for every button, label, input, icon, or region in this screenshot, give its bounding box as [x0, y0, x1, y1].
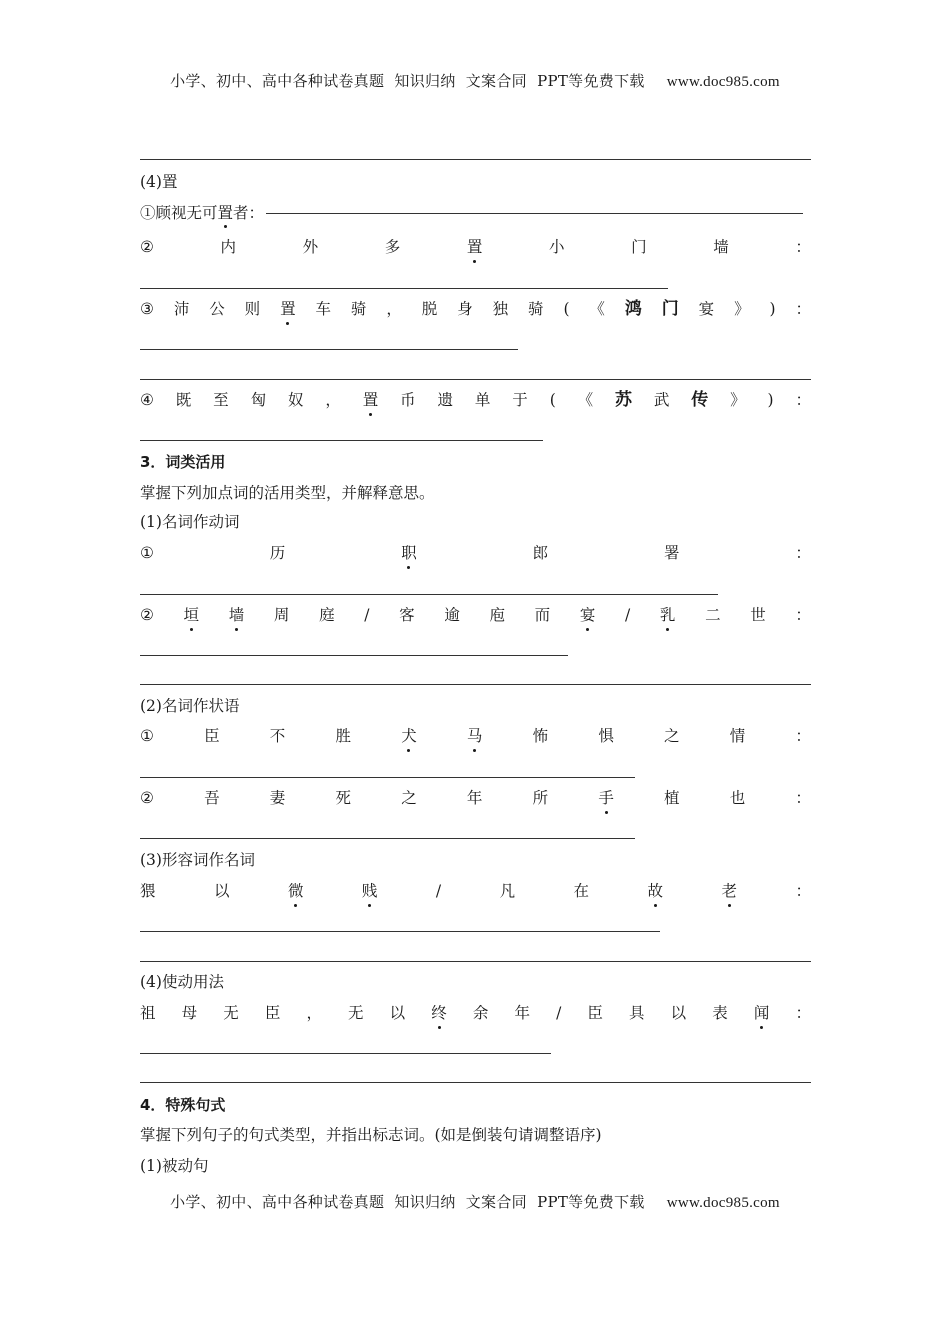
row-char: ：	[795, 1004, 811, 1022]
row-char: ：	[795, 300, 811, 318]
answer-line	[140, 838, 635, 839]
emphasis-char: 置	[362, 391, 379, 409]
row-char: 表	[712, 1004, 728, 1022]
emphasis-char: 终	[431, 1004, 447, 1022]
row-char: 世	[750, 606, 766, 624]
page-content	[140, 0, 811, 1344]
answer-line	[266, 213, 803, 214]
row-char: 臣	[264, 1004, 281, 1022]
item-p3-1	[140, 881, 811, 901]
item-p1-1	[140, 543, 811, 563]
row-char: /	[364, 606, 370, 624]
row-char: 单	[474, 391, 491, 409]
row-char: 凡	[499, 882, 516, 900]
row-char: ①	[140, 727, 154, 745]
row-char: 奴	[287, 391, 304, 409]
item-p2-2	[140, 788, 811, 808]
row-char: 之	[401, 789, 417, 807]
answer-line	[140, 159, 811, 160]
section-intro: 掌握下列加点词的活用类型，并解释意思。	[140, 484, 435, 502]
row-char: ，	[386, 300, 402, 318]
answer-line	[140, 655, 568, 656]
row-char: 骑	[350, 300, 367, 318]
row-char: 鸿	[624, 299, 642, 319]
emphasis-char: 手	[598, 789, 614, 807]
row-char: /	[435, 882, 442, 900]
row-char: 郎	[532, 544, 549, 562]
emphasis-char: 马	[466, 727, 483, 745]
row-char: 不	[269, 727, 286, 745]
row-char: 骑	[528, 300, 544, 318]
row-char: 既	[175, 391, 192, 409]
row-char: ：	[795, 882, 811, 900]
row-char: )	[767, 391, 774, 409]
header-site: www.doc985.com	[666, 74, 780, 90]
row-char: 门	[631, 238, 647, 256]
row-char: 》	[730, 391, 746, 409]
answer-line	[140, 777, 635, 778]
row-char: ，	[306, 1004, 322, 1022]
row-char: 币	[400, 391, 416, 409]
row-char: ：	[795, 391, 811, 409]
row-char: 独	[492, 300, 509, 318]
footer-site: www.doc985.com	[666, 1195, 780, 1211]
row-char: 惧	[598, 727, 614, 745]
page-footer	[0, 1191, 950, 1212]
row-char: 署	[664, 544, 680, 562]
row-char: 门	[661, 299, 679, 319]
row-char: 情	[729, 727, 746, 745]
row-char: 客	[399, 606, 415, 624]
emphasis-char: 乳	[659, 606, 676, 624]
row-char: 二	[705, 606, 721, 624]
row-char: 无	[348, 1004, 364, 1022]
emphasis-char: 微	[287, 882, 304, 900]
section-title: 3．词类活用	[140, 453, 226, 471]
item-p1-2	[140, 605, 811, 625]
row-char: 《	[589, 300, 605, 318]
emphasis-char: 贱	[361, 882, 378, 900]
row-char: 吾	[204, 789, 220, 807]
row-char: 遗	[437, 391, 454, 409]
emphasis-char: 闻	[753, 1004, 770, 1022]
row-char: 内	[220, 238, 237, 256]
row-char: ：	[795, 727, 811, 745]
row-char: 外	[302, 238, 319, 256]
row-char: 宴	[698, 300, 715, 318]
emphasis-char: 职	[401, 544, 417, 562]
row-char: 武	[653, 391, 670, 409]
row-char: (	[549, 391, 556, 409]
subsection-title: (1)被动句	[140, 1157, 209, 1175]
row-char: 以	[670, 1004, 687, 1022]
emphasis-char: 犬	[401, 727, 417, 745]
row-char: 死	[335, 789, 352, 807]
answer-line	[140, 440, 543, 441]
item-s4-2	[140, 237, 811, 257]
row-char: 公	[209, 300, 225, 318]
row-char: 沛	[173, 300, 190, 318]
answer-line	[140, 379, 811, 380]
item-p4-1	[140, 1003, 811, 1023]
row-char: 逾	[444, 606, 460, 624]
row-char: 年	[466, 789, 483, 807]
row-char: 也	[729, 789, 746, 807]
item-s4-4	[140, 390, 811, 410]
row-char: 匈	[250, 391, 267, 409]
row-char: ③	[140, 300, 154, 318]
row-char: 庭	[319, 606, 335, 624]
row-char: 无	[223, 1004, 239, 1022]
row-char: ②	[140, 606, 154, 624]
answer-line	[140, 349, 518, 350]
row-char: 多	[384, 238, 401, 256]
row-char: 《	[577, 391, 594, 409]
row-char: 传	[691, 390, 709, 410]
subsection-title: (4)使动用法	[140, 973, 224, 991]
row-char: /	[556, 1004, 562, 1022]
emphasis-char: 垣	[183, 606, 200, 624]
row-char: 脱	[421, 300, 438, 318]
emphasis-char: 置	[217, 204, 234, 222]
subsection-title: (4)置	[140, 173, 178, 191]
row-char: 胜	[335, 727, 352, 745]
item-text: ①顾视无可置者：	[140, 204, 265, 222]
row-char: ，	[325, 391, 341, 409]
answer-line	[140, 594, 718, 595]
answer-line	[140, 931, 660, 932]
emphasis-char: 置	[280, 300, 296, 318]
emphasis-char: 宴	[579, 606, 596, 624]
row-char: (	[563, 300, 570, 318]
subsection-title: (3)形容词作名词	[140, 851, 255, 869]
row-char: 而	[534, 606, 551, 624]
emphasis-char: 老	[721, 882, 737, 900]
answer-line	[140, 684, 811, 685]
row-char: 所	[532, 789, 549, 807]
row-char: /	[625, 606, 631, 624]
row-char: 植	[664, 789, 680, 807]
answer-line	[140, 1053, 551, 1054]
subsection-title: (2)名词作状语	[140, 697, 240, 715]
row-char: 小	[549, 238, 565, 256]
row-char: 》	[734, 300, 750, 318]
row-char: 车	[315, 300, 332, 318]
item-p2-1	[140, 726, 811, 746]
row-char: 于	[512, 391, 528, 409]
answer-line	[140, 288, 668, 289]
row-char: 臣	[587, 1004, 603, 1022]
emphasis-char: 置	[466, 238, 483, 256]
row-char: ：	[795, 544, 811, 562]
row-char: ①	[140, 544, 154, 562]
row-char: 年	[514, 1004, 530, 1022]
item-s4-3	[140, 299, 811, 319]
row-char: 母	[181, 1004, 198, 1022]
row-char: 周	[273, 606, 290, 624]
row-char: 具	[629, 1004, 645, 1022]
row-char: 至	[213, 391, 229, 409]
row-char: 身	[457, 300, 473, 318]
answer-line	[140, 1082, 811, 1083]
row-char: 余	[472, 1004, 489, 1022]
section-intro: 掌握下列句子的句式类型，并指出标志词。(如是倒装句请调整语序)	[140, 1126, 602, 1144]
emphasis-char: 墙	[228, 606, 245, 624]
row-char: 则	[244, 300, 261, 318]
subsection-title: (1)名词作动词	[140, 513, 240, 531]
row-char: 以	[389, 1004, 406, 1022]
row-char: ：	[795, 606, 811, 624]
row-char: 怖	[532, 727, 549, 745]
row-char: ④	[140, 391, 154, 409]
header-text: 小学、初中、高中各种试卷真题 知识归纳 文案合同 PPT等免费下载	[170, 72, 645, 90]
row-char: ：	[795, 238, 811, 256]
row-char: 以	[213, 882, 230, 900]
answer-line	[140, 961, 811, 962]
row-char: 祖	[140, 1004, 156, 1022]
row-char: ②	[140, 238, 154, 256]
emphasis-char: 故	[647, 882, 664, 900]
row-char: 妻	[269, 789, 286, 807]
row-char: 苏	[615, 390, 633, 410]
item-s4-1	[140, 203, 811, 223]
section-title: 4．特殊句式	[140, 1096, 226, 1114]
row-char: 臣	[204, 727, 220, 745]
row-char: 猥	[140, 882, 156, 900]
row-char: 历	[269, 544, 286, 562]
row-char: ②	[140, 789, 154, 807]
row-char: 在	[573, 882, 590, 900]
row-char: 墙	[713, 238, 729, 256]
row-char: 庖	[489, 606, 505, 624]
footer-text: 小学、初中、高中各种试卷真题 知识归纳 文案合同 PPT等免费下载	[170, 1193, 645, 1211]
row-char: )	[769, 300, 776, 318]
row-char: ：	[795, 789, 811, 807]
row-char: 之	[664, 727, 680, 745]
